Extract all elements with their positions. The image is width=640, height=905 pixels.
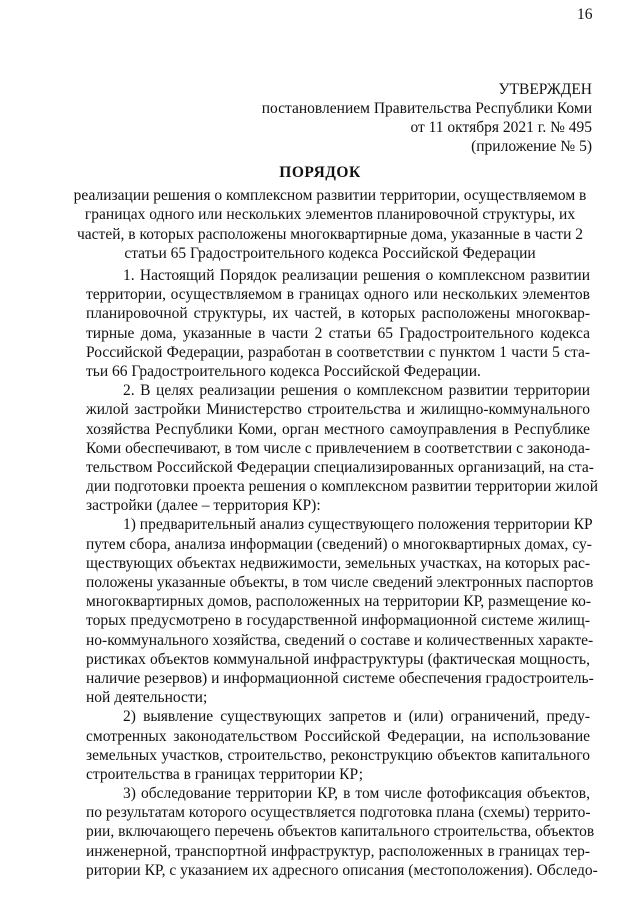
approval-line: постановлением Правительства Республики Коми bbox=[261, 100, 592, 117]
body-line: жилой застройки Министерство строительства и жилищно-коммунального bbox=[86, 401, 590, 419]
approval-line: (приложение № 5) bbox=[471, 138, 592, 155]
body-line: инженерной, транспортной инфраструктур, расположенных в границах тер- bbox=[86, 842, 590, 860]
body-line: 3) обследование территории КР, в том числе фотофиксация объектов, bbox=[123, 785, 590, 803]
body-line: 1. Настоящий Порядок реализации решения о комплексном развитии bbox=[123, 267, 590, 284]
body-line: ритории КР, с указанием их адресного описания (местоположения). Обследо- bbox=[86, 861, 598, 879]
body-line: территории, осуществляемом в границах одного или нескольких элементов bbox=[86, 286, 590, 304]
body-line: многоквартирных домов, расположенных на территории КР, размещение ко- bbox=[86, 593, 592, 611]
body-line: Коми обеспечивают, в том числе с привлечением в соответствии с законода- bbox=[86, 439, 590, 457]
approval-heading: УТВЕРЖДЕН bbox=[498, 81, 592, 98]
body-line: дии подготовки проекта решения о комплексном развитии территории жилой bbox=[86, 478, 599, 496]
body-line: по результатам которого осуществляется подготовка плана (схемы) террито- bbox=[86, 804, 591, 822]
body-line: ществующих объектах недвижимости, земельных участках, на которых рас- bbox=[86, 554, 590, 572]
page-number: 16 bbox=[577, 6, 593, 23]
approval-block bbox=[262, 80, 592, 156]
subtitle-line: границах одного или нескольких элементов планировочной структуры, их bbox=[84, 206, 576, 224]
body-line: застройки (далее – территория КР): bbox=[86, 497, 321, 515]
body-line: наличие резервов) и информационной системе обеспечения градостроитель- bbox=[86, 669, 594, 687]
body-line: тельством Российской Федерации специализированных организаций, на ста- bbox=[86, 458, 594, 476]
body-line: хозяйства Республики Коми, орган местного самоуправления в Республике bbox=[86, 420, 590, 438]
subtitle-line: статьи 65 Градостроительного кодекса Российской Федерации bbox=[124, 244, 536, 262]
body-line: рии, включающего перечень объектов капитального строительства, объектов bbox=[86, 823, 595, 841]
body-line: 2) выявление существующих запретов и (или) ограничений, преду- bbox=[123, 708, 590, 726]
body-line: Российской Федерации, разработан в соответствии с пунктом 1 части 5 ста- bbox=[86, 343, 590, 361]
body-line: планировочной структуры, их частей, в которых расположены многоквар- bbox=[86, 305, 590, 323]
body-line: тьи 66 Градостроительного кодекса Российской Федерации. bbox=[86, 362, 481, 380]
body-line: путем сбора, анализа информации (сведений) о многоквартирных домах, су- bbox=[86, 535, 592, 553]
subtitle-line: частей, в которых расположены многоквартирные дома, указанные в части 2 bbox=[77, 225, 583, 243]
body-line: строительства в границах территории КР; bbox=[86, 765, 364, 783]
document-subtitle bbox=[60, 186, 600, 263]
body-line: тирные дома, указанные в части 2 статьи 65 Градостроительного кодекса bbox=[86, 324, 590, 342]
body-line: 1) предварительный анализ существующего положения территории КР bbox=[123, 516, 593, 534]
subtitle-line: реализации решения о комплексном развитии территории, осуществляемом в bbox=[73, 187, 587, 204]
body-line: торых предусмотрено в государственной информационной системе жилищ- bbox=[86, 612, 590, 630]
body-line: 2. В целях реализации решения о комплексном развитии территории bbox=[123, 382, 590, 400]
body-line: смотренных законодательством Российской Федерации, на использование bbox=[86, 727, 590, 745]
body-line: ристиках объектов коммунальной инфраструктуры (фактическая мощность, bbox=[86, 650, 590, 668]
body-line: земельных участков, строительство, реконструкцию объектов капитального bbox=[86, 746, 590, 764]
document-body bbox=[86, 266, 599, 880]
body-line: но-коммунального хозяйства, сведений о составе и количественных характе- bbox=[86, 631, 594, 649]
body-line: положены указанные объекты, в том числе сведений электронных паспортов bbox=[86, 574, 594, 591]
body-line: ной деятельности; bbox=[86, 689, 208, 707]
document-title: ПОРЯДОК bbox=[279, 164, 361, 181]
approval-line: от 11 октября 2021 г. № 495 bbox=[410, 119, 592, 136]
